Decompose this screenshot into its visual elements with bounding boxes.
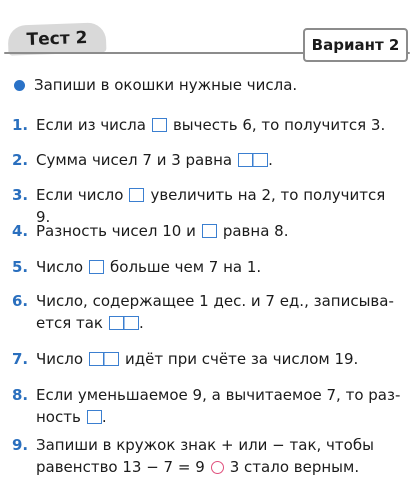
task-4 bbox=[12, 220, 404, 242]
instruction bbox=[14, 74, 297, 96]
task-number: 4. bbox=[12, 222, 29, 240]
task-text: увеличить на 2, то получится 9. bbox=[36, 186, 386, 226]
task-text: . bbox=[101, 408, 107, 426]
task-number: 5. bbox=[12, 258, 29, 276]
task-text: идёт при счёте за числом 19. bbox=[125, 350, 359, 368]
answer-box[interactable] bbox=[129, 188, 144, 202]
task-text: Сумма чисел 7 и 3 равна bbox=[36, 151, 233, 169]
answer-box-two-digit[interactable] bbox=[109, 316, 139, 330]
task-2 bbox=[12, 149, 404, 171]
task-1 bbox=[12, 114, 404, 136]
task-number: 7. bbox=[12, 350, 29, 368]
task-number: 6. bbox=[12, 292, 29, 310]
task-text: Число bbox=[36, 258, 84, 276]
task-text: Число, содержащее 1 дес. и 7 ед., записыва- bbox=[36, 292, 394, 310]
task-text: Если уменьшаемое 9, а вычитаемое 7, то раз- bbox=[36, 386, 401, 404]
task-number: 9. bbox=[12, 436, 29, 454]
task-text: равенство 13 − 7 = 9 bbox=[36, 458, 205, 476]
task-text: ется так bbox=[36, 314, 103, 332]
task-text: Число bbox=[36, 350, 84, 368]
answer-box-two-digit[interactable] bbox=[89, 352, 119, 366]
answer-box[interactable] bbox=[89, 260, 104, 274]
variant-label: Вариант 2 bbox=[303, 28, 408, 62]
answer-box[interactable] bbox=[202, 224, 217, 238]
task-6 bbox=[12, 290, 404, 334]
page-header bbox=[0, 0, 413, 62]
task-text: Если из числа bbox=[36, 116, 146, 134]
task-text: больше чем 7 на 1. bbox=[110, 258, 262, 276]
task-text: . bbox=[268, 151, 273, 169]
task-text: вычесть 6, то получится 3. bbox=[172, 116, 386, 134]
task-text: Разность чисел 10 и bbox=[36, 222, 196, 240]
task-7 bbox=[12, 348, 404, 370]
task-text: 3 стало верным. bbox=[229, 458, 360, 476]
task-8 bbox=[12, 384, 404, 428]
answer-circle[interactable] bbox=[211, 461, 224, 474]
answer-box[interactable] bbox=[87, 410, 102, 424]
answer-box[interactable] bbox=[152, 118, 167, 132]
task-9 bbox=[12, 434, 404, 478]
task-text: равна 8. bbox=[222, 222, 289, 240]
task-5 bbox=[12, 256, 404, 278]
bullet-icon bbox=[14, 80, 25, 91]
task-text: . bbox=[139, 314, 144, 332]
instruction-text: Запиши в окошки нужные числа. bbox=[34, 76, 298, 94]
task-text: ность bbox=[36, 408, 81, 426]
task-text: Запиши в кружок знак + или − так, чтобы bbox=[36, 436, 374, 454]
task-number: 3. bbox=[12, 186, 29, 204]
answer-box-two-digit[interactable] bbox=[238, 153, 268, 167]
test-tab-label: Тест 2 bbox=[8, 22, 107, 55]
task-number: 8. bbox=[12, 386, 29, 404]
task-number: 2. bbox=[12, 151, 29, 169]
task-number: 1. bbox=[12, 116, 29, 134]
task-text: Если число bbox=[36, 186, 124, 204]
